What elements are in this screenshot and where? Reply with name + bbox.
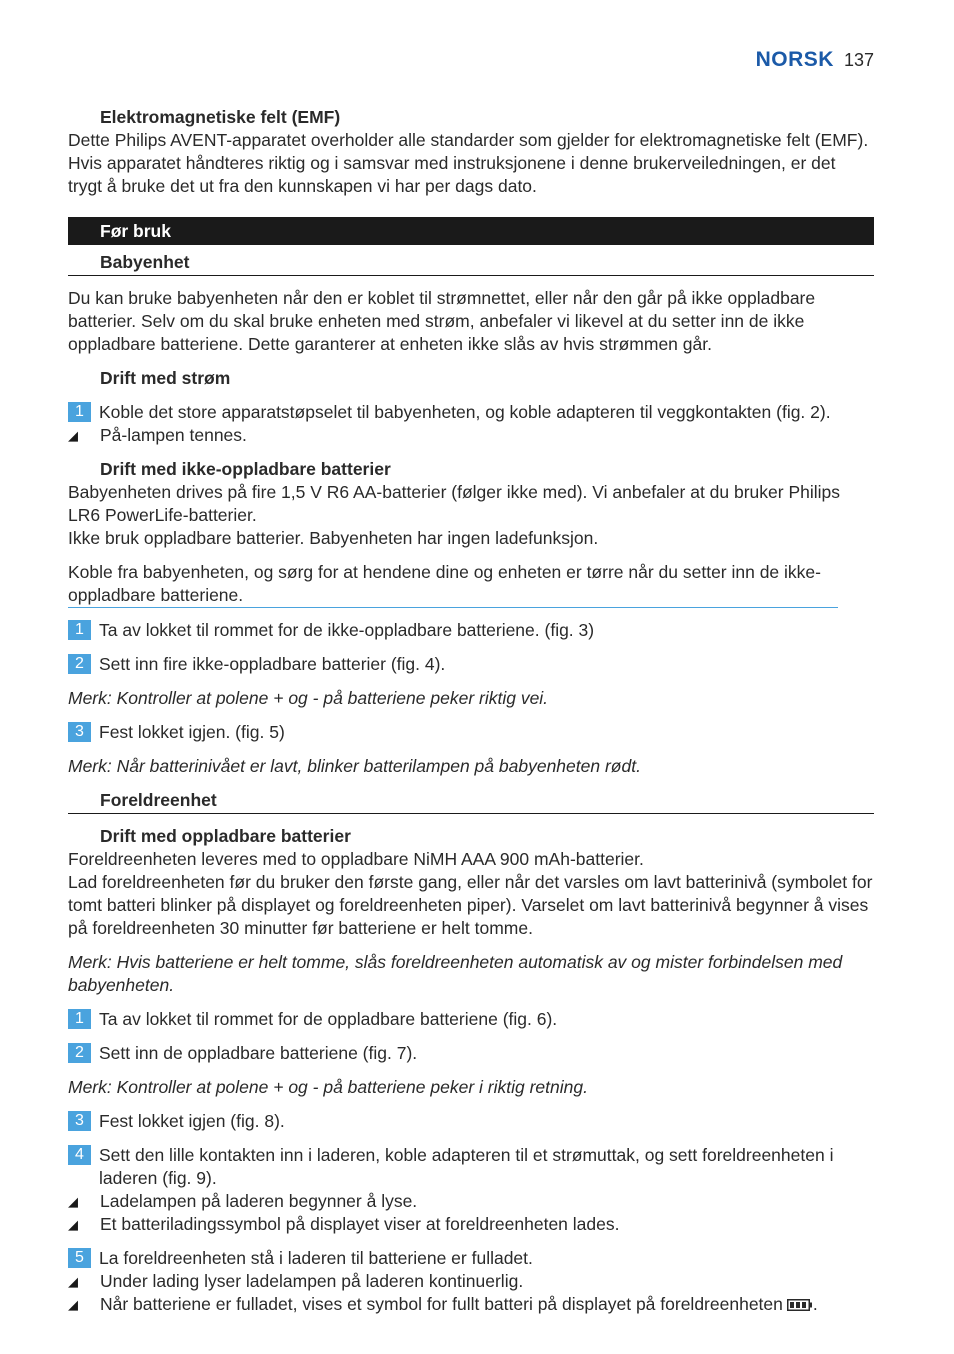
emf-heading: Elektromagnetiske felt (EMF) xyxy=(100,107,341,127)
result-text: På-lampen tennes. xyxy=(100,425,247,445)
step-rechargeable-2 xyxy=(68,1042,874,1065)
step-number-badge: 3 xyxy=(68,1111,91,1131)
step-text: Fest lokket igjen. (fig. 5) xyxy=(99,722,285,742)
battery-full-icon xyxy=(787,1299,813,1311)
result-rechargeable-5a xyxy=(68,1270,874,1293)
step-batteries-1 xyxy=(68,619,874,642)
step-number-badge: 4 xyxy=(68,1145,91,1165)
step-text: Ta av lokket til rommet for de ikke-oppladbare batteriene. (fig. 3) xyxy=(99,620,595,640)
step-text: Sett den lille kontakten inn i laderen, koble adapteren til et strømuttak, og sett foreldreenheten i laderen (fig. 9). xyxy=(99,1145,834,1188)
triangle-right-icon: ◢ xyxy=(68,1217,78,1232)
heading-rechargeable: Drift med oppladbare batterier xyxy=(100,826,351,846)
result-mains-1 xyxy=(68,424,874,447)
triangle-right-icon: ◢ xyxy=(68,1297,78,1312)
emf-body: Dette Philips AVENT-apparatet overholder alle standarder som gjelder for elektromagnetiske felt (EMF). Hvis apparatet håndteres riktig og i samsvar med instruksjonene i denne brukerveiledningen, er det trygt å bruke det ut fra den kunnskapen vi har per dags dato. xyxy=(68,130,869,196)
batteries-body-1: Babyenheten drives på fire 1,5 V R6 AA-batterier (følger ikke med). Vi anbefaler at du bruker Philips LR6 PowerLife-batterier. xyxy=(68,482,841,525)
result-rechargeable-4b xyxy=(68,1213,874,1236)
page-content xyxy=(68,106,874,1316)
result-rechargeable-5b xyxy=(68,1293,874,1316)
step-rechargeable-4 xyxy=(68,1144,874,1190)
step-batteries-2 xyxy=(68,653,874,676)
step-number-badge: 1 xyxy=(68,1009,91,1029)
heading-parent-unit: Foreldreenhet xyxy=(68,789,874,814)
rechargeable-body-2: Lad foreldreenheten før du bruker den første gang, eller når det varsles om lavt batterinivå (symbolet for tomt batteri blinker på displayet og foreldreenheten piper). Varselet om lavt batterinivå begynner å vises på foreldreenheten 30 minutter før batteriene er helt tomme. xyxy=(68,872,873,938)
page-number: 137 xyxy=(843,50,874,70)
result-text: Når batteriene er fulladet, vises et symbol for fullt batteri på displayet på foreldreenheten . xyxy=(100,1294,818,1314)
step-number-badge: 1 xyxy=(68,620,91,640)
result-rechargeable-4a xyxy=(68,1190,874,1213)
caution-text: Koble fra babyenheten, og sørg for at hendene dine og enheten er tørre når du setter inn de ikke-oppladbare batteriene. xyxy=(68,561,838,608)
section-bar-before-use: Før bruk xyxy=(68,217,874,245)
heading-baby-unit: Babyenhet xyxy=(68,251,874,276)
step-number-badge: 2 xyxy=(68,654,91,674)
note-empty-batteries: Merk: Hvis batteriene er helt tomme, slås foreldreenheten automatisk av og mister forbindelsen med babyenheten. xyxy=(68,952,843,995)
step-rechargeable-3 xyxy=(68,1110,874,1133)
baby-unit-intro: Du kan bruke babyenheten når den er koblet til strømnettet, eller når den går på ikke oppladbare batterier. Selv om du skal bruke enheten med strøm, anbefaler vi likevel at du setter inn de ikke oppladbare batteriene. Dette garanterer at enheten ikke slås av hvis strømmen går. xyxy=(68,288,816,354)
note-polarity: Merk: Kontroller at polene + og - på batteriene peker riktig vei. xyxy=(68,688,549,708)
triangle-right-icon: ◢ xyxy=(68,428,78,443)
step-text: Ta av lokket til rommet for de oppladbare batteriene (fig. 6). xyxy=(99,1009,558,1029)
triangle-right-icon: ◢ xyxy=(68,1274,78,1289)
step-rechargeable-1 xyxy=(68,1008,874,1031)
result-text: Under lading lyser ladelampen på laderen kontinuerlig. xyxy=(100,1271,524,1291)
step-text: Koble det store apparatstøpselet til babyenheten, og koble adapteren til veggkontakten (fig. 2). xyxy=(99,402,831,422)
step-number-badge: 1 xyxy=(68,402,91,422)
step-batteries-3 xyxy=(68,721,874,744)
step-rechargeable-5 xyxy=(68,1247,874,1270)
note-polarity-direction: Merk: Kontroller at polene + og - på batteriene peker i riktig retning. xyxy=(68,1077,588,1097)
heading-non-rechargeable: Drift med ikke-oppladbare batterier xyxy=(100,459,391,479)
note-low-battery: Merk: Når batterinivået er lavt, blinker batterilampen på babyenheten rødt. xyxy=(68,756,641,776)
step-text: Sett inn de oppladbare batteriene (fig. 7). xyxy=(99,1043,418,1063)
page-header xyxy=(756,48,874,72)
rechargeable-body-1: Foreldreenheten leveres med to oppladbare NiMH AAA 900 mAh-batterier. xyxy=(68,849,644,869)
language-label: NORSK xyxy=(755,48,834,71)
step-number-badge: 3 xyxy=(68,722,91,742)
step-text: La foreldreenheten stå i laderen til batteriene er fulladet. xyxy=(99,1248,533,1268)
step-mains-1 xyxy=(68,401,874,424)
step-number-badge: 2 xyxy=(68,1043,91,1063)
step-text: Fest lokket igjen (fig. 8). xyxy=(99,1111,285,1131)
step-text: Sett inn fire ikke-oppladbare batterier (fig. 4). xyxy=(99,654,446,674)
batteries-body-2: Ikke bruk oppladbare batterier. Babyenheten har ingen ladefunksjon. xyxy=(68,528,599,548)
step-number-badge: 5 xyxy=(68,1248,91,1268)
triangle-right-icon: ◢ xyxy=(68,1194,78,1209)
result-text: Et batteriladingssymbol på displayet viser at foreldreenheten lades. xyxy=(100,1214,620,1234)
result-text: Ladelampen på laderen begynner å lyse. xyxy=(100,1191,418,1211)
heading-mains-operation: Drift med strøm xyxy=(100,368,231,388)
